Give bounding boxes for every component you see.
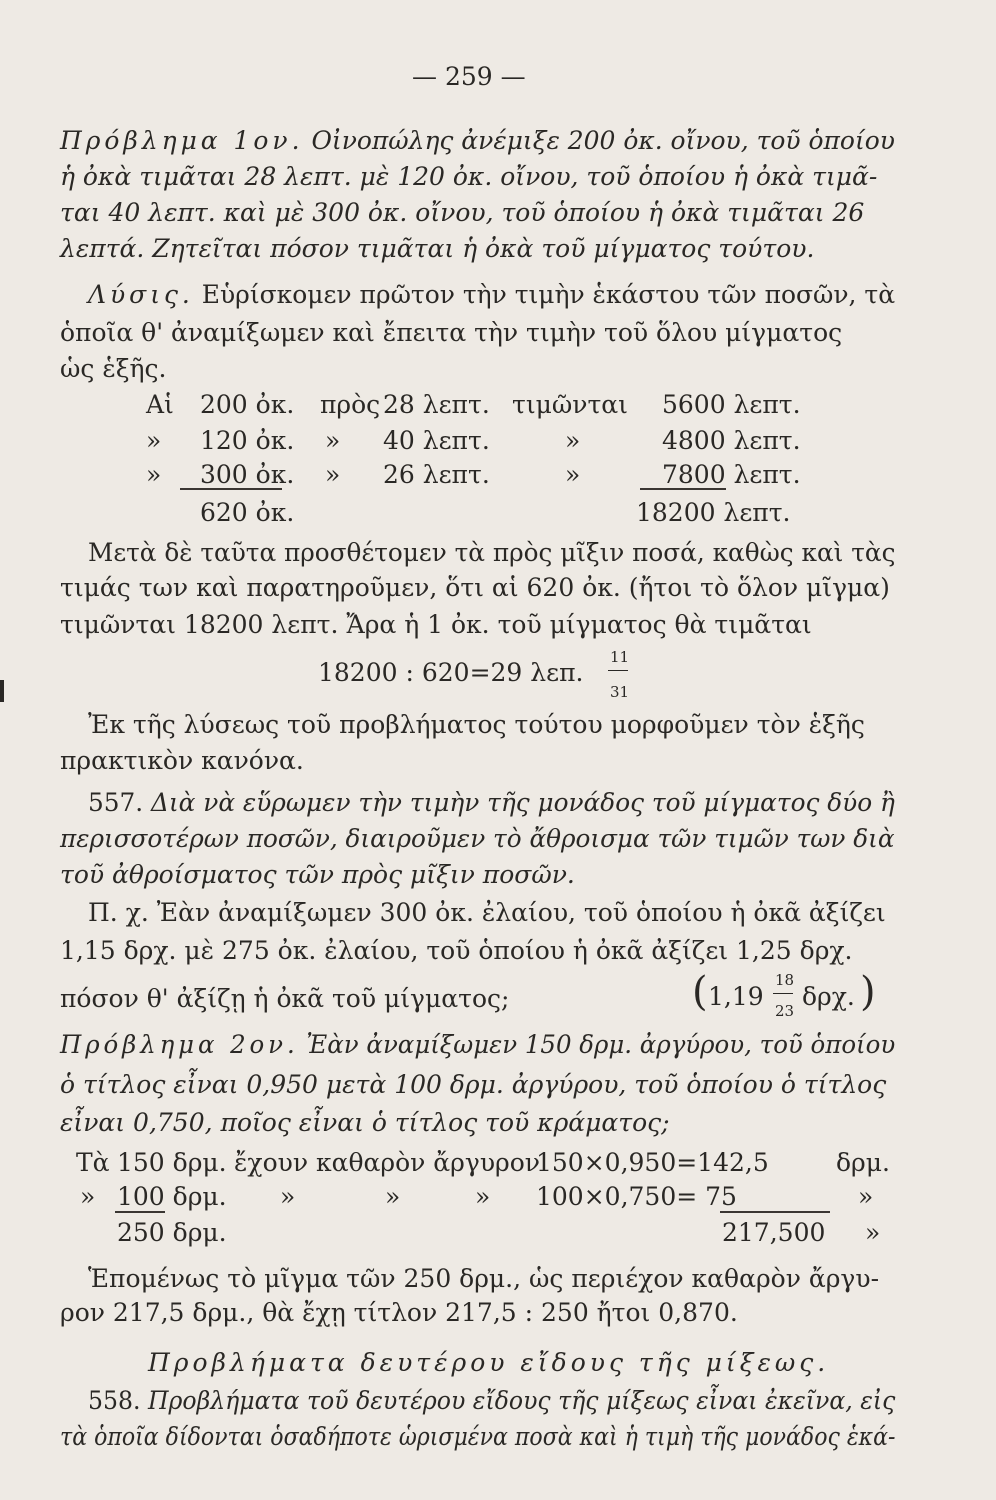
cell-price: 28 λεπτ. [383,390,490,419]
cell-okades: 120 ὀκ. [200,426,295,455]
cell-calc: 100×0,750= 75 [536,1182,737,1211]
cell-ditto: » [385,1182,401,1211]
conclusion-line: Ἑπομένως τὸ μῖγμα τῶν 250 δρμ., ὡς περιέχον καθαρὸν ἄργυ- [88,1264,880,1293]
cell-pros: » [325,426,341,455]
problem1-line3: ται 40 λεπτ. καὶ μὲ 300 ὀκ. οἴνου, τοῦ ὁποίου ἡ ὀκὰ τιμᾶται 26 [60,198,865,227]
cell-amount: 100 δρμ. [117,1182,227,1211]
table2-sum-rule-right [720,1211,830,1213]
example-line: πόσον θ' ἀξίζῃ ἡ ὀκᾶ τοῦ μίγματος; [60,984,510,1013]
cell-total: 7800 λεπτ. [662,460,801,489]
table2-sum-unit: » [865,1218,881,1247]
formula-numerator: 11 [610,648,630,666]
formula-main: 18200 : 620=29 λεπ. [318,658,584,687]
section558-text: Προβλήματα τοῦ δευτέρου εἴδους τῆς μίξεως εἶναι ἐκεῖνα, εἰς [147,1386,896,1415]
answer-open-paren: ( [692,969,708,1015]
cell-amount: 150 δρμ. [117,1148,227,1177]
cell-price: 40 λεπτ. [383,426,490,455]
problem1-label: Πρόβλημα 1ον. [60,126,304,155]
solution-label: Λύσις. [88,280,194,309]
section557-line3: τοῦ ἀθροίσματος τῶν πρὸς μῖξιν ποσῶν. [60,860,575,889]
section558-line2: τὰ ὁποῖα δίδονται ὁσαδήποτε ὡρισμένα ποσὰ καὶ ἡ τιμὴ τῆς μονάδος ἑκά- [60,1422,896,1451]
table2-sum-left: 250 δρμ. [117,1218,227,1247]
table2-sum-rule-left [115,1211,165,1213]
cell-unit: δρμ. [836,1148,890,1177]
cell-pros: πρὸς [320,390,381,419]
table1-sum-rule-left [180,488,282,490]
problem2-text: Ἐὰν ἀναμίξωμεν 150 δρμ. ἀργύρου, τοῦ ὁποίου [306,1030,896,1059]
cell-unit: » [858,1182,874,1211]
section-heading: Προβλήματα δευτέρου εἴδους τῆς μίξεως. [148,1348,830,1377]
formula-denominator: 31 [610,683,630,701]
cell-okades: 200 ὀκ. [200,390,295,419]
conclusion-line: ρον 217,5 δρμ., θὰ ἔχῃ τίτλον 217,5 : 250 ἤτοι 0,870. [60,1298,738,1327]
cell-verb: τιμῶνται [512,390,628,419]
cell-lead: Αἱ [146,390,174,419]
problem2-label: Πρόβλημα 2ον. [60,1030,299,1059]
answer-unit: δρχ. [802,982,855,1011]
cell-verb: » [565,460,581,489]
cell-price: 26 λεπτ. [383,460,490,489]
problem2-line3: εἶναι 0,750, ποῖος εἶναι ὁ τίτλος τοῦ κράματος; [60,1108,670,1137]
cell-lead: Τὰ [76,1148,110,1177]
cell-okades: 300 ὀκ. [200,460,295,489]
cell-text: ἔχουν καθαρὸν ἄργυρον [234,1148,540,1177]
page-edge-mark [0,680,4,702]
answer-value: 1,19 [708,982,764,1011]
section-number: 557. [88,788,144,817]
section557-line2: περισσοτέρων ποσῶν, διαιροῦμεν τὸ ἄθροισμα τῶν τιμῶν των διὰ [60,824,895,853]
problem1-line1 [60,128,893,153]
cell-total: 4800 λεπτ. [662,426,801,455]
problem1-line2: ἡ ὀκὰ τιμᾶται 28 λεπτ. μὲ 120 ὀκ. οἴνου, τοῦ ὁποίου ἡ ὀκὰ τιμᾶ- [60,162,878,191]
problem2-line2: ὁ τίτλος εἶναι 0,950 μετὰ 100 δρμ. ἀργύρου, τοῦ ὁποίου ὁ τίτλος [60,1070,887,1099]
rule-line: πρακτικὸν κανόνα. [60,746,304,775]
answer-denominator: 23 [775,1002,795,1020]
section557-line1 [88,790,895,815]
solution-line1 [88,282,895,307]
paragraph-line: τιμάς των καὶ παρατηροῦμεν, ὅτι αἱ 620 ὀκ. (ἤτοι τὸ ὅλον μῖγμα) [60,573,890,602]
table2-sum-right: 217,500 [722,1218,826,1247]
example-line: 1,15 δρχ. μὲ 275 ὀκ. ἐλαίου, τοῦ ὁποίου ἡ ὀκᾶ ἀξίζει 1,25 δρχ. [60,936,853,965]
answer-numerator: 18 [775,971,795,989]
formula-fraction-bar [608,670,628,671]
solution-line2: ὁποῖα θ' ἀναμίξωμεν καὶ ἔπειτα τὴν τιμὴν τοῦ ὅλου μίγματος [60,318,843,347]
section558-line1 [88,1388,895,1413]
problem1-text: Οἰνοπώλης ἀνέμιξε 200 ὀκ. οἴνου, τοῦ ὁποίου [311,126,895,155]
table1-sum-total: 18200 λεπτ. [636,498,791,527]
problem2-line1 [60,1032,895,1057]
cell-lead: » [80,1182,96,1211]
table1-sum-okades: 620 ὀκ. [200,498,295,527]
problem1-line4: λεπτά. Ζητεῖται πόσον τιμᾶται ἡ ὀκὰ τοῦ μίγματος τούτου. [60,234,815,263]
cell-total: 5600 λεπτ. [662,390,801,419]
solution-text: Εὑρίσκομεν πρῶτον τὴν τιμὴν ἑκάστου τῶν ποσῶν, τὰ [201,280,896,309]
rule-line: Ἐκ τῆς λύσεως τοῦ προβλήματος τούτου μορφοῦμεν τὸν ἑξῆς [88,710,865,739]
cell-calc: 150×0,950=142,5 [536,1148,769,1177]
table1-sum-rule-right [640,488,726,490]
cell-ditto: » [475,1182,491,1211]
answer-close-paren: ) [860,969,876,1015]
answer-fraction-bar [773,993,793,994]
cell-verb: » [565,426,581,455]
page-number: — 259 — [412,62,526,91]
cell-ditto: » [280,1182,296,1211]
cell-lead: » [146,426,162,455]
solution-line3: ὡς ἑξῆς. [60,354,167,383]
section-number: 558. [88,1386,141,1415]
paragraph-line: Μετὰ δὲ ταῦτα προσθέτομεν τὰ πρὸς μῖξιν ποσά, καθὼς καὶ τὰς [88,538,896,567]
cell-pros: » [325,460,341,489]
paragraph-line: τιμῶνται 18200 λεπτ. Ἄρα ἡ 1 ὀκ. τοῦ μίγματος θὰ τιμᾶται [60,610,812,639]
section557-text: Διὰ νὰ εὕρωμεν τὴν τιμὴν τῆς μονάδος τοῦ μίγματος δύο ἢ [151,788,895,817]
cell-lead: » [146,460,162,489]
example-line: Π. χ. Ἐὰν ἀναμίξωμεν 300 ὀκ. ἐλαίου, τοῦ ὁποίου ἡ ὀκᾶ ἀξίζει [88,898,886,927]
